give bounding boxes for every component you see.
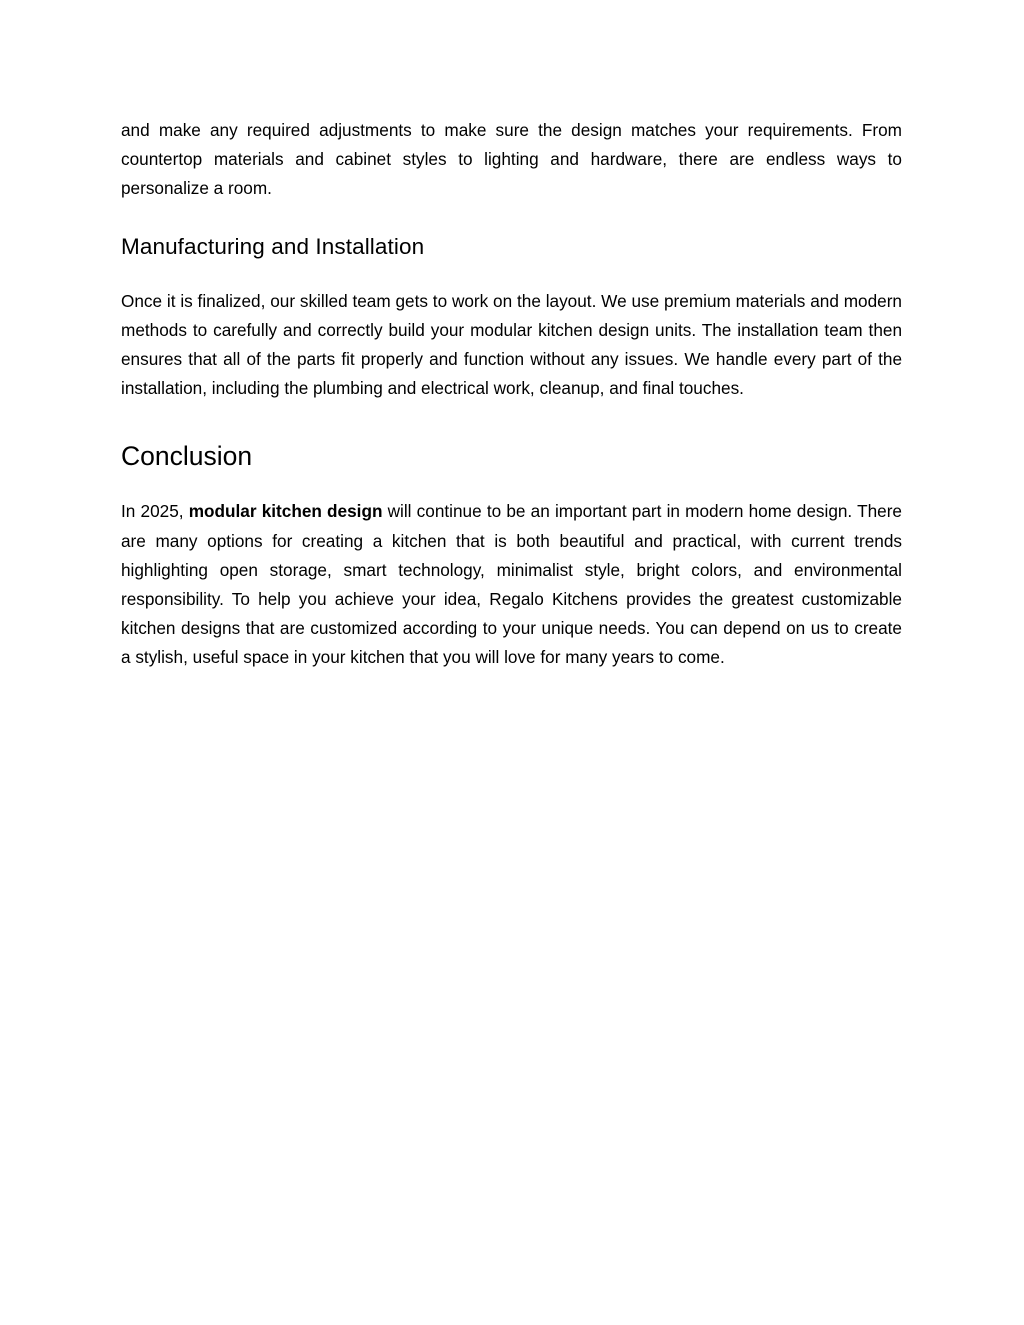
- conclusion-rest-text: will continue to be an important part in modern home design. There are many options for creating a kitchen that is both beautiful and practical, with current trends highlighting open storage, smart technology, minimalist style, bright colors, and environmental responsibility. To help you achieve your idea, Regalo Kitchens provides the greatest customizable kitchen designs that are customized according to your unique needs. You can depend on us to create a stylish, useful space in your kitchen that you will love for many years to come.: [121, 501, 902, 668]
- conclusion-bold-keyword: modular kitchen design: [188, 501, 383, 522]
- section-heading-manufacturing: Manufacturing and Installation: [121, 233, 425, 259]
- conclusion-lead-text: In 2025,: [121, 501, 189, 522]
- conclusion-heading: Conclusion: [121, 441, 253, 472]
- intro-paragraph: and make any required adjustments to make sure the design matches your requirements. From countertop materials and cabinet styles to lighting and hardware, there are endless ways to personalize a room.: [121, 120, 902, 199]
- document-page: [121, 116, 902, 673]
- section-paragraph-manufacturing: Once it is finalized, our skilled team gets to work on the layout. We use premium materials and modern methods to carefully and correctly build your modular kitchen design units. The installation team then ensures that all of the parts fit properly and function without any issues. We handle every part of the installation, including the plumbing and electrical work, cleanup, and final touches.: [121, 290, 902, 399]
- conclusion-paragraph: [121, 497, 902, 672]
